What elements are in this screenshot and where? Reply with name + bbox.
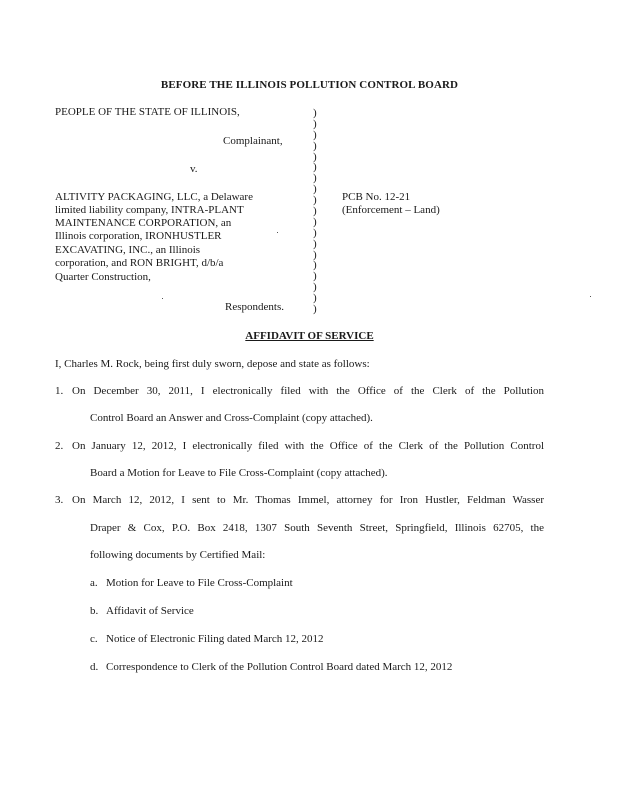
list-item: Correspondence to Clerk of the Pollution Control Board dated March 12, 2012 [106,661,453,673]
paragraph-line: Board a Motion for Leave to File Cross-Complaint (copy attached). [90,467,388,479]
list-letter: d. [90,661,99,673]
defendant-line: EXCAVATING, INC., an Illinois [55,244,201,256]
list-letter: a. [90,577,98,589]
versus-label: v. [190,163,198,175]
defendant-line: Quarter Construction, [55,271,151,283]
plaintiff-role: Complainant, [223,135,283,147]
case-number: PCB No. 12-21 [342,191,411,203]
defendant-line: Illinois corporation, IRONHUSTLER [55,230,222,242]
list-item: Motion for Leave to File Cross-Complaint [106,577,293,589]
paragraph-line: Draper & Cox, P.O. Box 2418, 1307 South Seventh Street, Springfield, Illinois 62705, the [90,522,544,534]
board-title: BEFORE THE ILLINOIS POLLUTION CONTROL BOARD [160,79,459,91]
paragraph-line: Control Board an Answer and Cross-Complaint (copy attached). [90,412,373,424]
scan-speck [590,296,591,297]
list-letter: c. [90,633,98,645]
defendants-role: Respondents. [225,301,284,313]
scan-speck [277,232,278,233]
defendant-line: corporation, and RON BRIGHT, d/b/a [55,257,224,269]
paragraph-line: following documents by Certified Mail: [90,549,266,561]
caption-parentheses: ) ) ) ) ) ) ) ) ) ) ) ) ) ) ) ) ) ) ) [313,107,317,316]
defendant-line: limited liability company, INTRA-PLANT [55,204,244,216]
paragraph-line: On March 12, 2012, I sent to Mr. Thomas Immel, attorney for Iron Hustler, Feldman Wasser [72,494,544,506]
scan-speck [162,298,163,299]
defendant-line: MAINTENANCE CORPORATION, an [55,217,232,229]
plaintiff-name: PEOPLE OF THE STATE OF ILLINOIS, [55,106,240,118]
case-type: (Enforcement – Land) [342,204,440,216]
list-item: Notice of Electronic Filing dated March 12, 2012 [106,633,324,645]
affidavit-title: AFFIDAVIT OF SERVICE [245,330,374,342]
defendant-line: ALTIVITY PACKAGING, LLC, a Delaware [55,191,253,203]
paragraph-line: On December 30, 2011, I electronically filed with the Office of the Clerk of the Pollution [72,385,544,397]
intro-statement: I, Charles M. Rock, being first duly sworn, depose and state as follows: [55,358,370,370]
paragraph-number: 3. [55,494,64,506]
list-letter: b. [90,605,99,617]
list-item: Affidavit of Service [106,605,194,617]
paragraph-line: On January 12, 2012, I electronically filed with the Office of the Clerk of the Pollution Control [72,440,544,452]
paragraph-number: 2. [55,440,64,452]
paragraph-number: 1. [55,385,64,397]
